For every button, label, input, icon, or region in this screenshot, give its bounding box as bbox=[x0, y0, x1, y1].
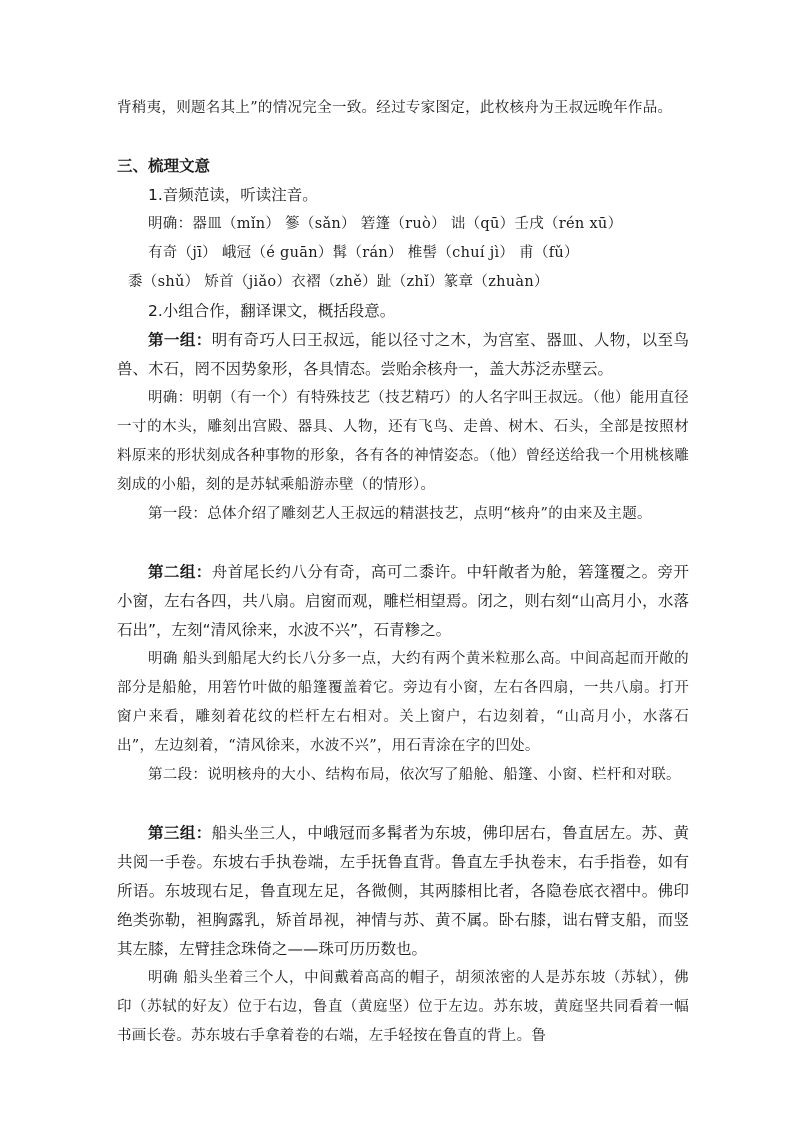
section-heading: 三、梳理文意 bbox=[117, 157, 211, 175]
group-3-text bbox=[117, 819, 689, 964]
group-1-explanation: 明确：明朝（有一个）有特殊技艺（技艺精巧）的人名字叫王叔远。（他）能用直径一寸的木头，雕刻出宫殿、器具、人物，还有飞鸟、走兽、树木、石头，全部是按照材料原来的形状刻成各种事物的形象，各有各的神情姿态。（他）曾经送给我一个用桃核雕刻成的小船，刻的是苏轼乘船游赤壁（的情形）。 bbox=[117, 390, 689, 493]
group-3-original: 船头坐三人，中峨冠而多髯者为东坡，佛印居右，鲁直居左。苏、黄共阅一手卷。东坡右手执卷端，左手抚鲁直背。鲁直左手执卷末，右手指卷，如有所语。东坡现右足，鲁直现左足，各微侧，其两膝相比者，各隐卷底衣褶中。佛印绝类弥勒，袒胸露乳，矫首昂视，神情与苏、黄不属。卧右膝，诎右臂支船，而竖其左膝，左臂挂念珠倚之——珠可历历数也。 bbox=[117, 824, 689, 958]
group-3-label: 第三组： bbox=[148, 824, 212, 842]
paragraph-continued: 背稍夷，则题名其上”的情况完全一致。经过专家图定，此枚核舟为王叔远晚年作品。 bbox=[117, 100, 673, 116]
group-2-explanation: 明确 船头到船尾大约长八分多一点，大约有两个黄米粒那么高。中间高起而开敞的部分是船舱，用箬竹叶做的船篷覆盖着它。旁边有小窗，左右各四扇，一共八扇。打开窗户来看，雕刻着花纹的栏杆左右相对。关上窗户，右边刻着，“山高月小，水落石出”，左边刻着，“清风徐来，水波不兴”，用石青涂在字的凹处。 bbox=[117, 651, 689, 754]
pinyin-line-3: 黍（shǔ） 矫首（jiǎo）衣褶（zhě）趾（zhǐ）篆章（zhuàn） bbox=[128, 274, 549, 290]
step-2-instruction: 2.小组合作，翻译课文，概括段意。 bbox=[148, 302, 396, 320]
group-2-text bbox=[117, 558, 689, 645]
group-2-label: 第二组： bbox=[148, 563, 212, 581]
pinyin-line-2: 有奇（jī） 峨冠（é guān）髯（rán） 椎髻（chuí jì） 甫（fǔ） bbox=[148, 245, 579, 261]
group-1-label: 第一组： bbox=[148, 331, 212, 349]
group-1-text bbox=[117, 326, 689, 384]
step-1-instruction: 1.音频范读，听读注音。 bbox=[148, 186, 318, 204]
group-3-explanation: 明确 船头坐着三个人，中间戴着高高的帽子，胡须浓密的人是苏东坡（苏轼），佛印（苏轼的好友）位于右边，鲁直（黄庭坚）位于左边。苏东坡，黄庭坚共同看着一幅书画长卷。苏东坡右手拿着卷的右端，左手轻按在鲁直的背上。鲁 bbox=[117, 970, 689, 1044]
group-2-original: 舟首尾长约八分有奇，高可二黍许。中轩敞者为舱，箬篷覆之。旁开小窗，左右各四，共八扇。启窗而观，雕栏相望焉。闭之，则右刻“山高月小，水落石出”，左刻“清风徐来，水波不兴”，石青糁之。 bbox=[117, 563, 689, 639]
group-1-original: 明有奇巧人曰王叔远，能以径寸之木，为宫室、器皿、人物，以至鸟兽、木石，罔不因势象形，各具情态。尝贻余核舟一，盖大苏泛赤壁云。 bbox=[117, 331, 689, 378]
paragraph-2-summary: 第二段：说明核舟的大小、结构布局，依次写了船舱、船篷、小窗、栏杆和对联。 bbox=[148, 767, 681, 783]
pinyin-line-1: 明确：器皿（mǐn） 篸（sǎn） 箬篷（ruò） 诎（qū）壬戌（rén xū） bbox=[148, 216, 623, 232]
paragraph-1-summary: 第一段：总体介绍了雕刻艺人王叔远的精湛技艺，点明“核舟”的由来及主题。 bbox=[148, 506, 652, 522]
